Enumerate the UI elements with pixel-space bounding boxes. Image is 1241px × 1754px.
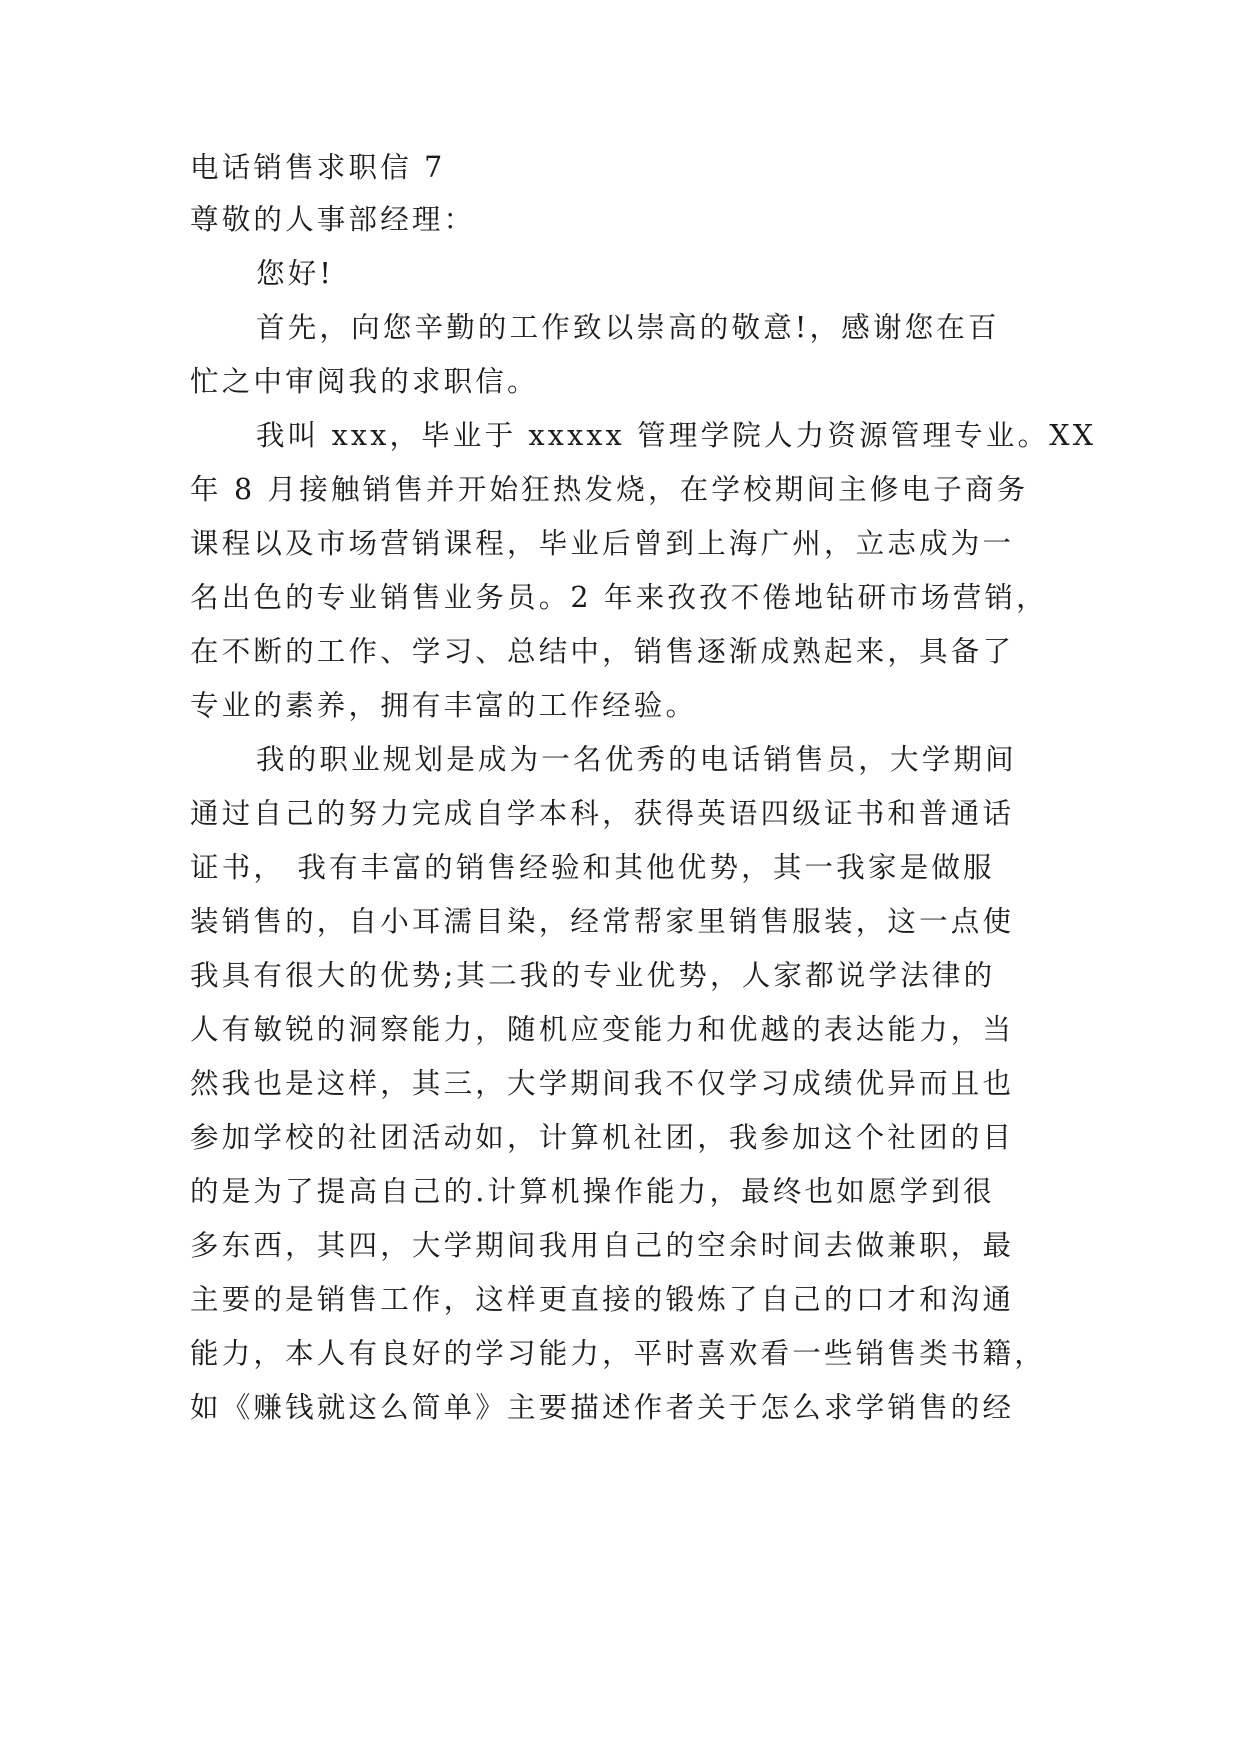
greeting-line: 您好! xyxy=(256,257,335,290)
paragraph-line: 忙之中审阅我的求职信。 xyxy=(190,365,539,398)
paragraph-line: 我的职业规划是成为一名优秀的电话销售员，大学期间 xyxy=(256,743,1017,776)
paragraph-line: 人有敏锐的洞察能力，随机应变能力和优越的表达能力，当 xyxy=(190,1013,1015,1046)
paragraph-line: 主要的是销售工作，这样更直接的锻炼了自己的口才和沟通 xyxy=(190,1283,1015,1316)
paragraph-line: 多东西，其四，大学期间我用自己的空余时间去做兼职，最 xyxy=(190,1229,1015,1262)
paragraph-line: 证书， 我有丰富的销售经验和其他优势，其一我家是做服 xyxy=(190,851,995,884)
paragraph-line: 的是为了提高自己的.计算机操作能力，最终也如愿学到很 xyxy=(190,1175,995,1208)
paragraph-line: 然我也是这样，其三，大学期间我不仅学习成绩优异而且也 xyxy=(190,1067,1015,1100)
paragraph-line: 课程以及市场营销课程，毕业后曾到上海广州，立志成为一 xyxy=(190,527,1015,560)
paragraph-line: 在不断的工作、学习、总结中，销售逐渐成熟起来，具备了 xyxy=(190,635,1015,668)
paragraph-line: 首先，向您辛勤的工作致以崇高的敬意!，感谢您在百 xyxy=(256,311,1000,344)
paragraph-line: 装销售的，自小耳濡目染，经常帮家里销售服装，这一点使 xyxy=(190,905,1015,938)
salutation: 尊敬的人事部经理： xyxy=(190,203,476,236)
paragraph-line: 我具有很大的优势;其二我的专业优势，人家都说学法律的 xyxy=(190,959,996,992)
paragraph-line: 我叫 xxx，毕业于 xxxxx 管理学院人力资源管理专业。XX xyxy=(256,419,1097,452)
paragraph-line: 通过自己的努力完成自学本科，获得英语四级证书和普通话 xyxy=(190,797,1015,830)
paragraph-line: 年 8 月接触销售并开始狂热发烧，在学校期间主修电子商务 xyxy=(190,473,1029,506)
document-title: 电话销售求职信 7 xyxy=(190,151,446,184)
paragraph-line: 参加学校的社团活动如，计算机社团，我参加这个社团的目 xyxy=(190,1121,1015,1154)
paragraph-line: 能力，本人有良好的学习能力，平时喜欢看一些销售类书籍， xyxy=(190,1337,1046,1370)
paragraph-line: 如《赚钱就这么简单》主要描述作者关于怎么求学销售的经 xyxy=(190,1391,1015,1424)
paragraph-line: 专业的素养，拥有丰富的工作经验。 xyxy=(190,689,698,722)
paragraph-line: 名出色的专业销售业务员。2 年来孜孜不倦地钻研市场营销， xyxy=(190,581,1048,614)
